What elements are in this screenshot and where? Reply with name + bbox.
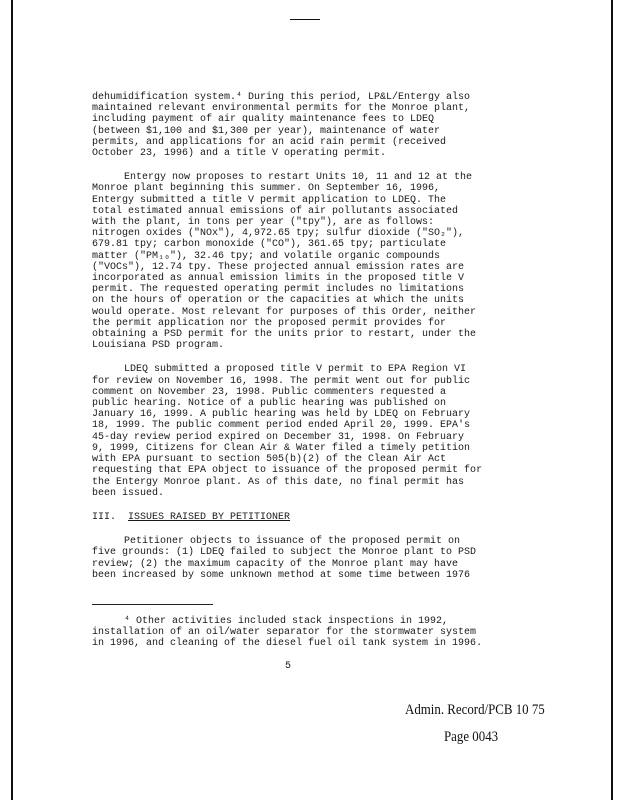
text-line: matter ("PM₁₀"), 32.46 tpy; and volatile organic compounds (92, 250, 441, 262)
text-line: LDEQ submitted a proposed title V permit to EPA Region VI (124, 364, 467, 376)
text-line: Entergy now proposes to restart Units 10, 11 and 12 at the (124, 172, 473, 184)
text-line: 18, 1999. The public comment period ended April 20, 1999. EPA's (92, 420, 471, 432)
text-line: total estimated annual emissions of air pollutants associated (92, 205, 459, 217)
text-line: Louisiana PSD program. (92, 340, 225, 352)
document-body (92, 92, 512, 594)
text-line: 9, 1999, Citizens for Clean Air & Water filed a timely petition (92, 442, 471, 454)
footnote (92, 616, 512, 650)
text-line: on the hours of operation or the capacities at which the units (92, 295, 465, 307)
section-title: ISSUES RAISED BY PETITIONER (128, 511, 291, 523)
scan-edge-left (11, 0, 13, 800)
text-line: 45-day review period expired on December 31, 1998. On February (92, 431, 465, 443)
text-line: (between $1,100 and $1,300 per year), maintenance of water (92, 125, 441, 137)
paragraph-4 (92, 536, 512, 581)
footnote-divider (92, 604, 213, 605)
text-line: Entergy submitted a title V permit application to LDEQ. The (92, 194, 447, 206)
footnote-line: installation of an oil/water separator for the stormwater system (92, 627, 477, 639)
paragraph-3 (92, 364, 512, 498)
text-line: been issued. (92, 487, 165, 499)
text-line: review; (2) the maximum capacity of the Monroe plant may have (92, 558, 459, 570)
text-line: January 16, 1999. A public hearing was held by LDEQ on February (92, 409, 471, 421)
footnote-line: in 1996, and cleaning of the diesel fuel oil tank system in 1996. (92, 638, 483, 650)
scan-edge-right (611, 0, 613, 800)
text-line: with EPA pursuant to section 505(b)(2) of the Clean Air Act (92, 454, 447, 466)
scan-artifact-top (290, 19, 320, 20)
text-line: with the plant, in tons per year ("tpy"), are as follows: (92, 217, 435, 229)
text-line: maintained relevant environmental permits for the Monroe plant, (92, 103, 471, 115)
text-line: obtaining a PSD permit for the units prior to restart, under the (92, 329, 477, 341)
text-line: Monroe plant beginning this summer. On September 16, 1996, (92, 183, 441, 195)
page-number: 5 (285, 661, 292, 672)
text-line: incorporated as annual emission limits in the proposed title V (92, 273, 465, 285)
text-line: 679.81 tpy; carbon monoxide ("CO"), 361.65 tpy; particulate (92, 239, 447, 251)
text-line: permits, and applications for an acid rain permit (received (92, 136, 447, 148)
paragraph-1 (92, 92, 512, 159)
text-line: Petitioner objects to issuance of the proposed permit on (124, 536, 461, 548)
paragraph-2 (92, 172, 512, 351)
section-number: III. (92, 511, 117, 523)
admin-record-stamp: Admin. Record/PCB 10 75 (405, 702, 545, 718)
text-line: permit. The requested operating permit includes no limitations (92, 284, 465, 296)
text-line: including payment of air quality maintenance fees to LDEQ (92, 114, 435, 126)
text-line: for review on November 16, 1998. The permit went out for public (92, 375, 471, 387)
text-line: would operate. Most relevant for purposes of this Order, neither (92, 306, 477, 318)
text-line: dehumidification system.⁴ During this period, LP&L/Entergy also (92, 92, 471, 103)
text-line: comment on November 23, 1998. Public commenters requested a (92, 386, 447, 398)
text-line: ("VOCs"), 12.74 tpy. These projected annual emission rates are (92, 261, 465, 273)
text-line: the Entergy Monroe plant. As of this date, no final permit has (92, 476, 465, 488)
text-line: the permit application nor the proposed permit provides for (92, 317, 447, 329)
record-page-stamp: Page 0043 (444, 729, 499, 745)
footnote-line: ⁴ Other activities included stack inspections in 1992, (124, 616, 449, 627)
text-line: nitrogen oxides ("NOx"), 4,972.65 tpy; sulfur dioxide ("SO₂"), (92, 228, 465, 240)
text-line: October 23, 1996) and a title V operating permit. (92, 148, 387, 160)
text-line: five grounds: (1) LDEQ failed to subject the Monroe plant to PSD (92, 547, 477, 559)
section-heading (92, 512, 512, 523)
text-line: public hearing. Notice of a public hearing was published on (92, 398, 447, 410)
text-line: been increased by some unknown method at some time between 1976 (92, 569, 471, 581)
text-line: requesting that EPA object to issuance of the proposed permit for (92, 465, 483, 477)
